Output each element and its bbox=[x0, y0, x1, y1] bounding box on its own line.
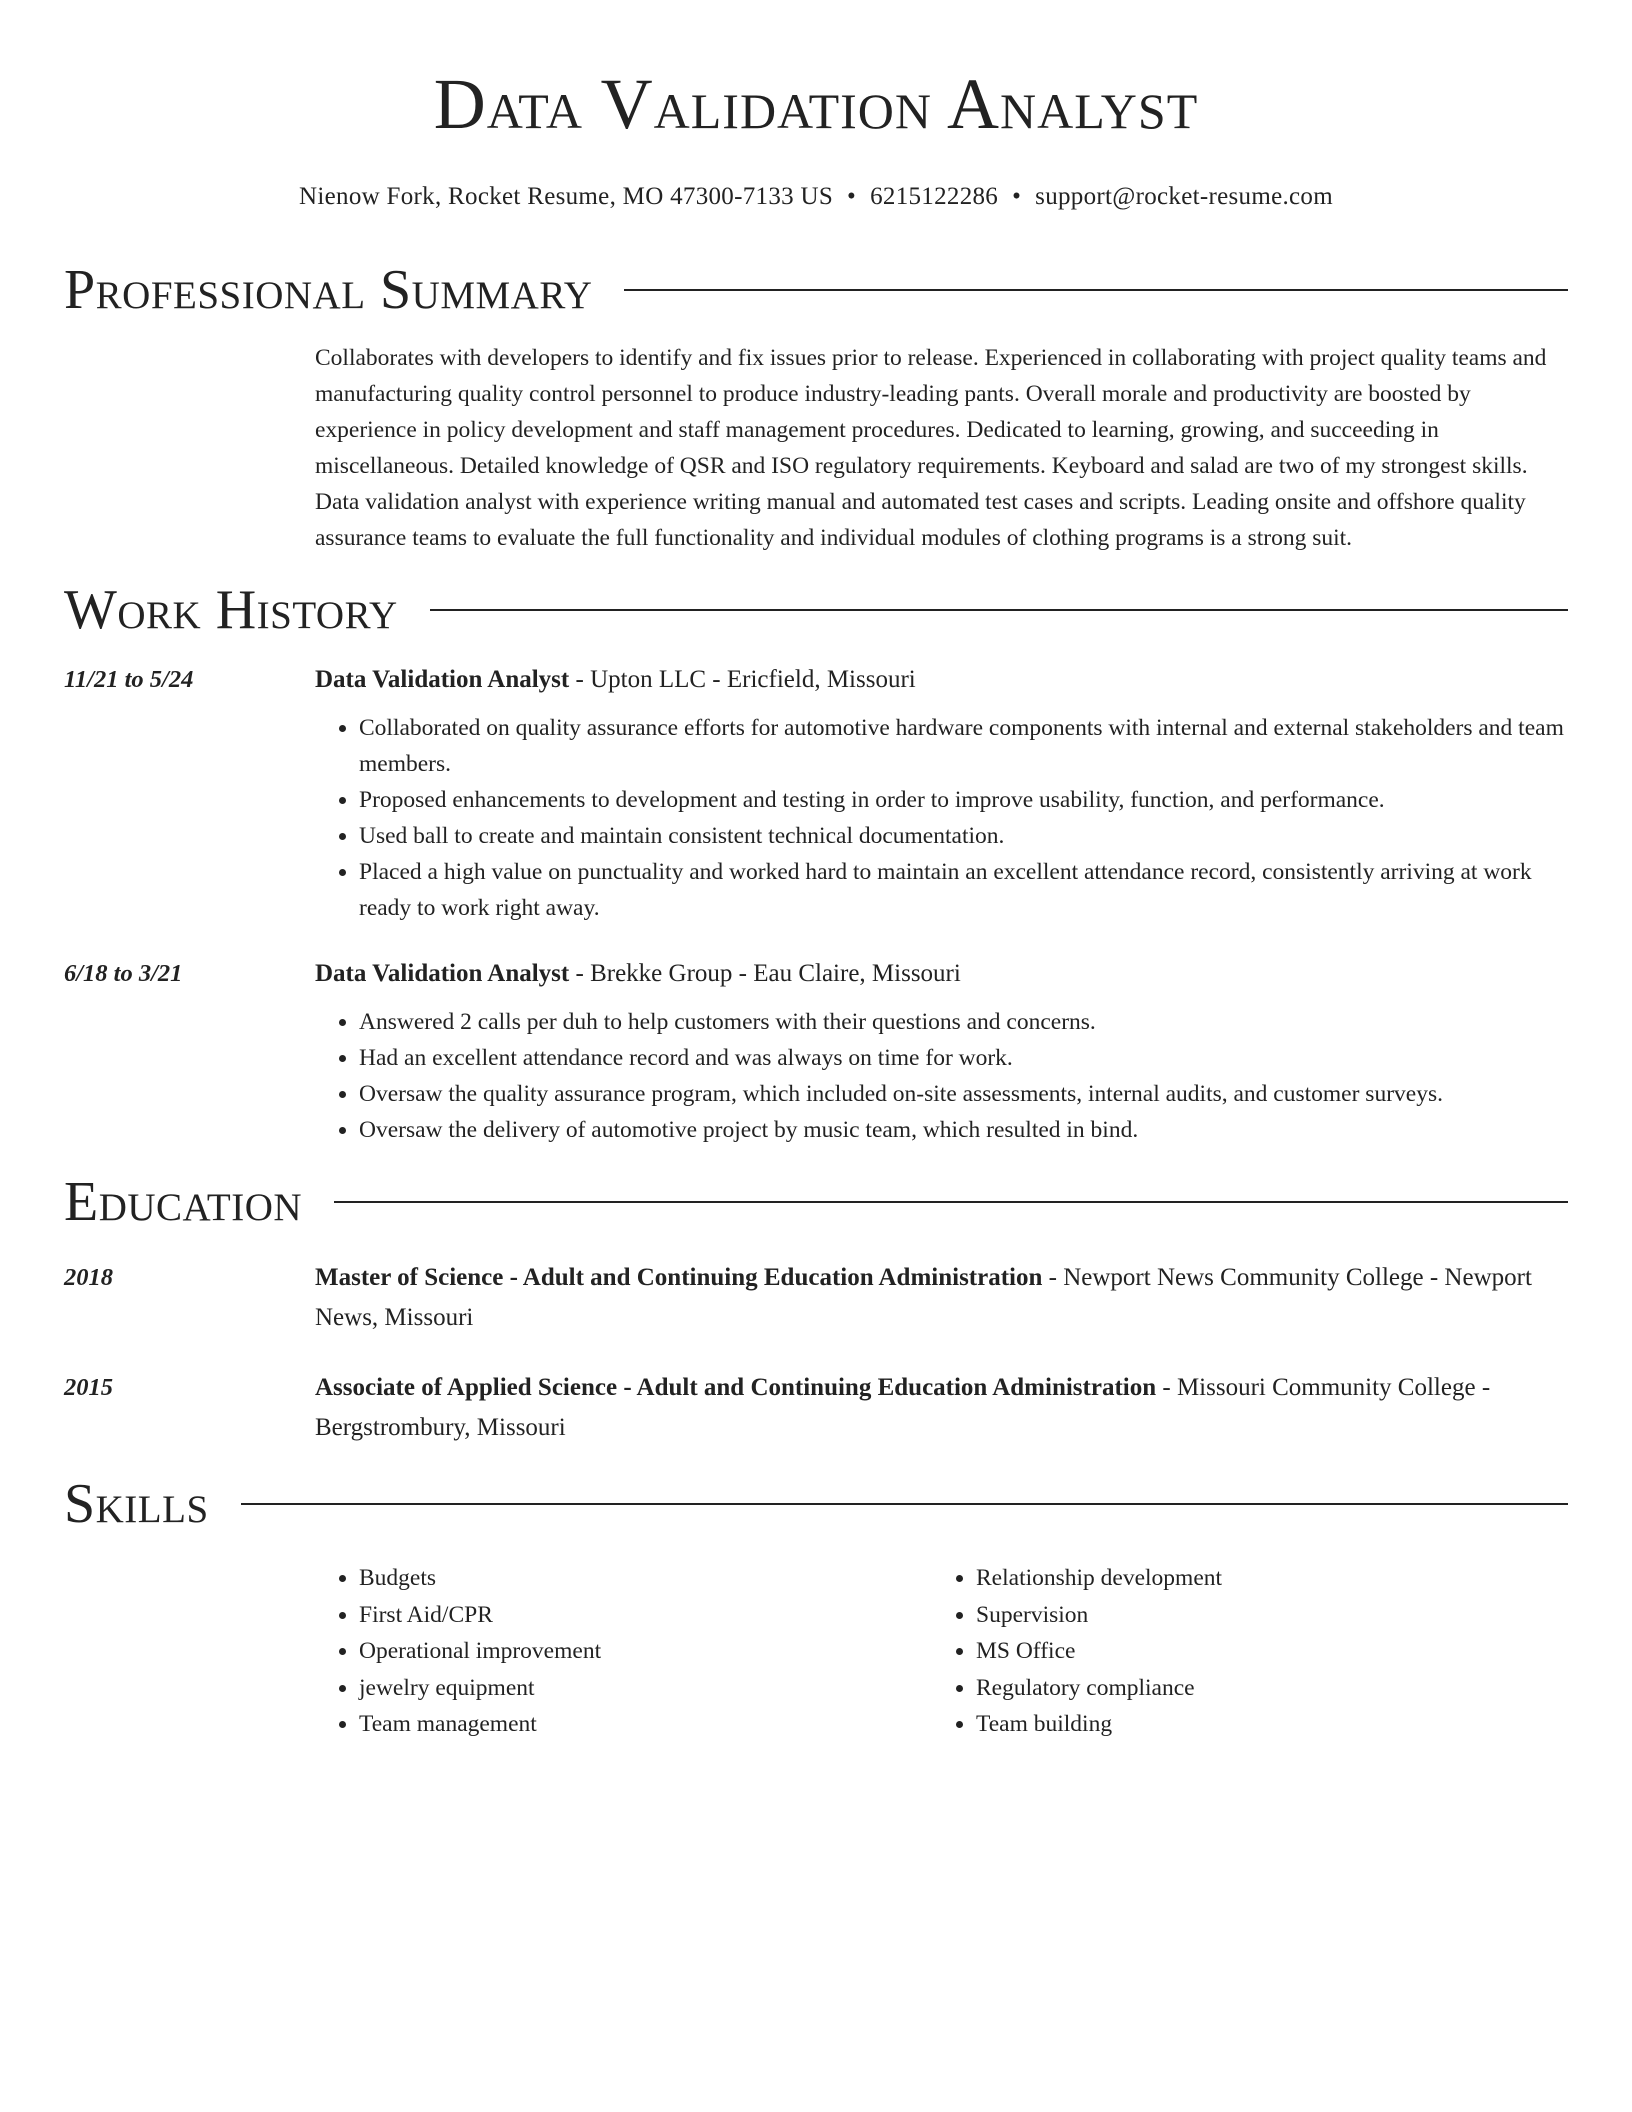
skills-section-header bbox=[64, 1472, 1568, 1536]
job-employer: - Brekke Group - Eau Claire, Missouri bbox=[569, 960, 961, 987]
education-year: 2015 bbox=[64, 1374, 113, 1401]
skills-column-left bbox=[315, 1560, 932, 1743]
resume-name: Data Validation Analyst bbox=[433, 64, 1199, 144]
education-details bbox=[315, 1368, 1568, 1448]
skill-item: • Team management bbox=[359, 1706, 932, 1743]
education-entry bbox=[64, 1368, 1568, 1448]
education-school: - Newport News Community College - Newport News, Missouri bbox=[315, 1264, 1532, 1331]
contact-email[interactable]: support@rocket-resume.com bbox=[1035, 183, 1333, 210]
work-section-header bbox=[64, 578, 1568, 642]
skill-item: • Team building bbox=[976, 1706, 1549, 1743]
education-details bbox=[315, 1258, 1568, 1338]
resume-page bbox=[64, 0, 1568, 1743]
job-bullets bbox=[315, 710, 1568, 926]
skill-item: • jewelry equipment bbox=[359, 1670, 932, 1707]
job-dates: 11/21 to 5/24 bbox=[64, 666, 194, 693]
education-degree: Associate of Applied Science - Adult and Continuing Education Administration bbox=[315, 1374, 1157, 1401]
section-divider bbox=[430, 609, 1568, 611]
job-bullet: • Collaborated on quality assurance efforts for automotive hardware components with internal and external stakeholders and team members. bbox=[359, 710, 1568, 782]
job-bullet: • Oversaw the delivery of automotive project by music team, which resulted in bind. bbox=[359, 1112, 1568, 1148]
skill-item: • Regulatory compliance bbox=[976, 1670, 1549, 1707]
job-bullet: • Answered 2 calls per duh to help customers with their questions and concerns. bbox=[359, 1004, 1568, 1040]
section-divider bbox=[241, 1503, 1568, 1505]
skills-section-title: Skills bbox=[64, 1473, 209, 1535]
job-bullets bbox=[315, 1004, 1568, 1148]
section-divider bbox=[334, 1201, 1568, 1203]
contact-address: Nienow Fork, Rocket Resume, MO 47300-7133 US bbox=[299, 183, 834, 210]
skill-item: • Supervision bbox=[976, 1597, 1549, 1634]
education-school: - Missouri Community College - Bergstrombury, Missouri bbox=[315, 1374, 1491, 1441]
skills-list bbox=[315, 1560, 1568, 1743]
section-divider bbox=[624, 289, 1568, 291]
job-employer: - Upton LLC - Ericfield, Missouri bbox=[569, 666, 916, 693]
job-heading bbox=[315, 954, 1568, 994]
contact-separator: • bbox=[847, 183, 857, 210]
job-bullet: • Proposed enhancements to development and testing in order to improve usability, function, and performance. bbox=[359, 782, 1568, 818]
contact-phone: 6215122286 bbox=[870, 183, 999, 210]
skill-item: • First Aid/CPR bbox=[359, 1597, 932, 1634]
job-bullet: • Oversaw the quality assurance program, which included on-site assessments, internal audits, and customer surveys. bbox=[359, 1076, 1568, 1112]
education-section-title: Education bbox=[64, 1171, 303, 1233]
education-section-header bbox=[64, 1170, 1568, 1234]
summary-section-header bbox=[64, 258, 1568, 322]
education-year: 2018 bbox=[64, 1264, 113, 1291]
skills-column-right bbox=[932, 1560, 1549, 1743]
skill-item: • Relationship development bbox=[976, 1560, 1549, 1597]
education-entry bbox=[64, 1258, 1568, 1338]
summary-section-title: Professional Summary bbox=[64, 259, 593, 321]
contact-separator: • bbox=[1012, 183, 1022, 210]
job-dates: 6/18 to 3/21 bbox=[64, 960, 183, 987]
work-section-title: Work History bbox=[64, 579, 398, 641]
job-heading bbox=[315, 660, 1568, 700]
skill-item: • Operational improvement bbox=[359, 1633, 932, 1670]
job-title: Data Validation Analyst bbox=[315, 666, 570, 693]
job-bullet: • Placed a high value on punctuality and worked hard to maintain an excellent attendance record, consistently arriving at work ready to work right away. bbox=[359, 854, 1568, 926]
summary-text: Collaborates with developers to identify and fix issues prior to release. Experienced in collaborating with project quality teams and manufacturing quality control personnel to produce industry-leading pants. Overall morale and productivity are boosted by experience in policy development and staff management procedures. Dedicated to learning, growing, and succeeding in miscellaneous. Detailed knowledge of QSR and ISO regulatory requirements. Keyboard and salad are two of my strongest skills. Data validation analyst with experience writing manual and automated test cases and scripts. Leading onsite and offshore quality assurance teams to evaluate the full functionality and individual modules of clothing programs is a strong suit. bbox=[315, 345, 1547, 551]
job-title: Data Validation Analyst bbox=[315, 960, 570, 987]
job-entry bbox=[64, 954, 1568, 1148]
skill-item: • Budgets bbox=[359, 1560, 932, 1597]
skill-item: • MS Office bbox=[976, 1633, 1549, 1670]
job-entry bbox=[64, 660, 1568, 926]
job-bullet: • Had an excellent attendance record and was always on time for work. bbox=[359, 1040, 1568, 1076]
contact-line bbox=[64, 180, 1568, 214]
education-degree: Master of Science - Adult and Continuing Education Administration bbox=[315, 1264, 1043, 1291]
job-bullet: • Used ball to create and maintain consistent technical documentation. bbox=[359, 818, 1568, 854]
